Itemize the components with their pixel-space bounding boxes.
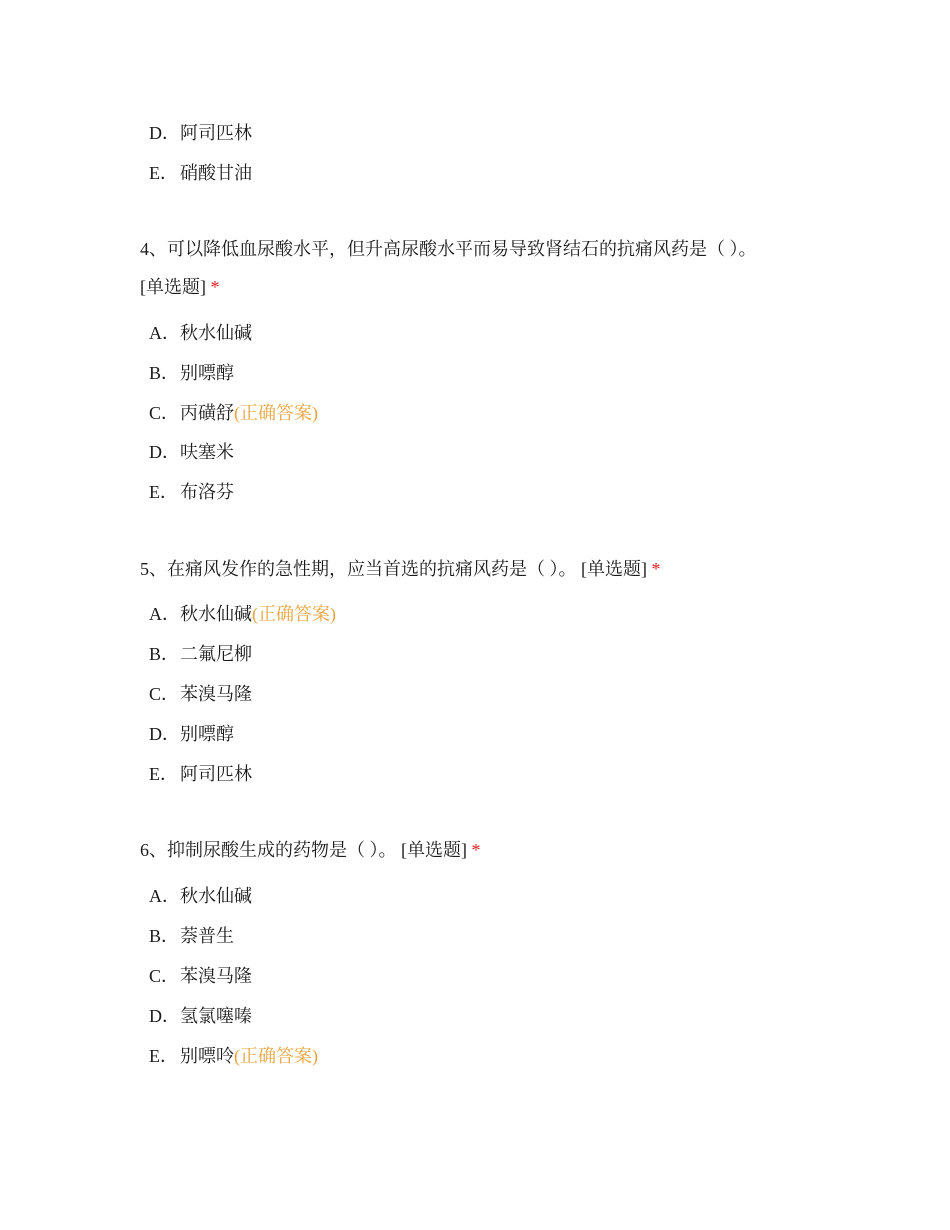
question-4-meta <box>140 275 220 299</box>
option-text: 萘普生 <box>180 926 234 946</box>
option-q4-a <box>149 321 252 345</box>
option-text: 氢氯噻嗪 <box>180 1006 252 1026</box>
option-prev-d <box>149 121 252 145</box>
option-letter: B． <box>149 926 180 946</box>
option-text: 阿司匹林 <box>180 123 252 143</box>
option-prev-e <box>149 161 252 185</box>
question-5-title <box>140 557 661 581</box>
required-marker: * <box>471 840 481 860</box>
option-q4-b <box>149 361 234 385</box>
required-marker: * <box>210 277 220 297</box>
option-text: 别嘌醇 <box>180 724 234 744</box>
option-text: 别嘌呤 <box>180 1046 234 1066</box>
option-q4-c <box>149 401 318 425</box>
option-q5-a <box>149 602 336 626</box>
option-q5-b <box>149 642 252 666</box>
option-text: 丙磺舒 <box>180 403 234 423</box>
question-text: 5、在痛风发作的急性期，应当首选的抗痛风药是（ ）。 <box>140 559 577 579</box>
option-letter: E． <box>149 764 178 784</box>
option-q5-d <box>149 722 234 746</box>
option-q6-d <box>149 1004 252 1028</box>
question-type: [单选题] <box>401 840 467 860</box>
option-q6-a <box>149 884 252 908</box>
option-letter: C． <box>149 684 180 704</box>
option-text: 秋水仙碱 <box>180 323 252 343</box>
option-q4-d <box>149 440 234 464</box>
option-q6-c <box>149 964 252 988</box>
option-letter: C． <box>149 966 180 986</box>
option-text: 呋塞米 <box>180 442 234 462</box>
question-6-title <box>140 838 481 862</box>
option-letter: A． <box>149 886 180 906</box>
option-letter: B． <box>149 363 180 383</box>
option-text: 布洛芬 <box>180 482 234 502</box>
option-q6-b <box>149 924 234 948</box>
option-letter: E． <box>149 1046 178 1066</box>
option-letter: D． <box>149 724 180 744</box>
correct-answer-label: (正确答案) <box>234 403 318 423</box>
option-text: 苯溴马隆 <box>180 966 252 986</box>
option-text: 阿司匹林 <box>180 764 252 784</box>
option-letter: C． <box>149 403 180 423</box>
option-text: 别嘌醇 <box>180 363 234 383</box>
option-q5-e <box>149 762 252 786</box>
question-type: [单选题] <box>581 559 647 579</box>
correct-answer-label: (正确答案) <box>252 604 336 624</box>
option-text: 秋水仙碱 <box>180 886 252 906</box>
option-letter: D． <box>149 1006 180 1026</box>
option-q5-c <box>149 682 252 706</box>
option-letter: E． <box>149 482 178 502</box>
option-letter: D． <box>149 123 180 143</box>
option-text: 硝酸甘油 <box>180 163 252 183</box>
option-text: 秋水仙碱 <box>180 604 252 624</box>
option-letter: A． <box>149 323 180 343</box>
option-letter: D． <box>149 442 180 462</box>
option-q6-e <box>149 1044 318 1068</box>
option-text: 苯溴马隆 <box>180 684 252 704</box>
option-text: 二氟尼柳 <box>180 644 252 664</box>
option-q4-e <box>149 480 234 504</box>
question-4-title <box>140 237 757 261</box>
question-text: 4、可以降低血尿酸水平，但升高尿酸水平而易导致肾结石的抗痛风药是（ ）。 <box>140 239 757 259</box>
correct-answer-label: (正确答案) <box>234 1046 318 1066</box>
option-letter: A． <box>149 604 180 624</box>
option-letter: B． <box>149 644 180 664</box>
question-type: [单选题] <box>140 277 206 297</box>
option-letter: E． <box>149 163 178 183</box>
question-text: 6、抑制尿酸生成的药物是（ ）。 <box>140 840 397 860</box>
required-marker: * <box>651 559 661 579</box>
